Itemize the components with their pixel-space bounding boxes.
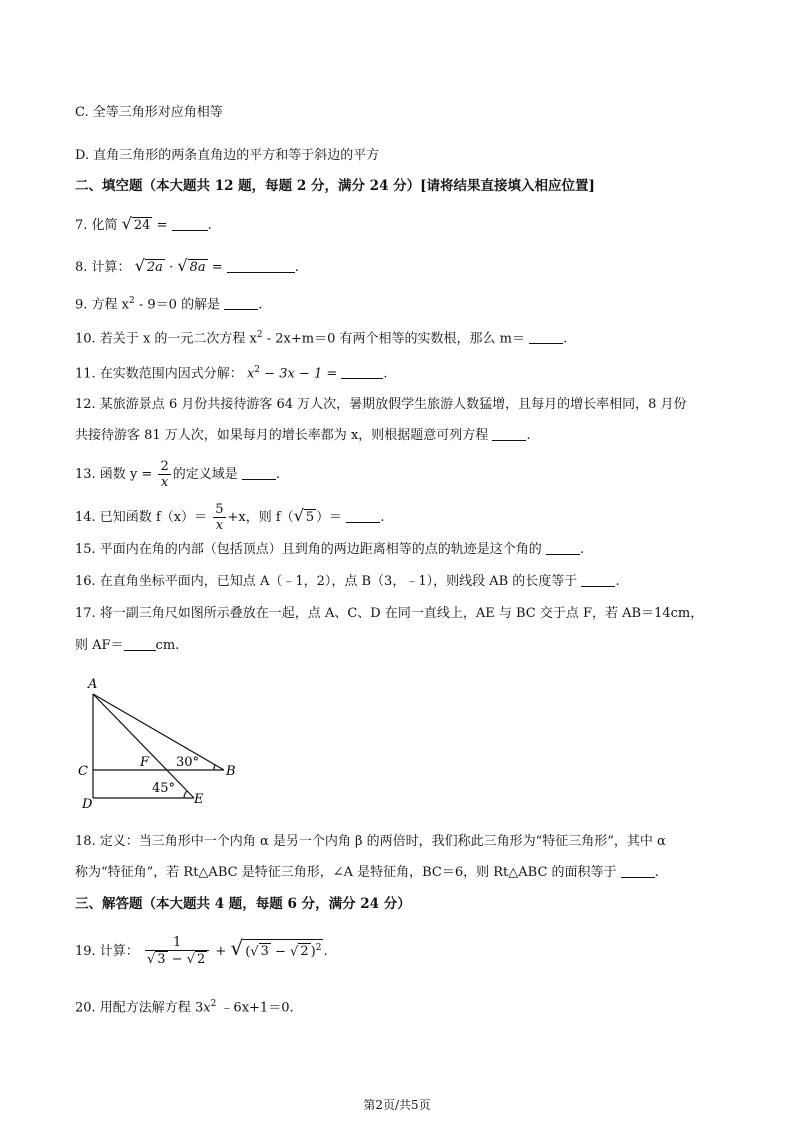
q19-inner-radicand-b: 2 <box>300 944 309 959</box>
q11-x: x <box>246 366 255 382</box>
q10-tail: . <box>563 331 568 347</box>
q8-answer-blank[interactable] <box>227 258 295 273</box>
q8-text: 8. 计算： <box>75 260 131 275</box>
q12-tail: . <box>526 428 531 443</box>
q14-mid: +x，则 f（ <box>227 510 294 525</box>
angle-45-arc <box>184 791 187 798</box>
section-2-title: 二、填空题（本大题共 12 题，每题 2 分，满分 24 分）[请将结果直接填入相应位置] <box>75 178 595 194</box>
q19-numerator: 1 <box>145 935 209 951</box>
q8-tail: . <box>294 260 299 275</box>
sqrt-symbol: √ <box>230 936 244 960</box>
angle-30-arc <box>214 765 215 770</box>
q12-answer-blank[interactable] <box>492 426 526 441</box>
q13-post: 的定义域是 <box>172 467 238 482</box>
section-3-title: 三、解答题（本大题共 4 题，每题 6 分，满分 24 分） <box>75 896 411 912</box>
q9-post: - 9＝0 的解是 <box>134 297 221 313</box>
q13-numerator: 2 <box>160 459 169 474</box>
q10-exponent: 2 <box>256 330 263 340</box>
question-18-line-1: 18. 定义：当三角形中一个内角 α 是另一个内角 β 的两倍时，我们称此三角形为“特征三角形”，其中 α <box>75 834 666 849</box>
question-12-line-1: 12. 某旅游景点 6 月份共接待游客 64 万人次，暑期放假学生旅游人数猛增，且每月的增长率相同，8 月份 <box>75 397 687 412</box>
question-18-line-2 <box>75 863 734 883</box>
q13-denominator: x <box>160 475 169 490</box>
q8-radicand-2: 8a <box>189 260 206 275</box>
option-c: C. 全等三角形对应角相等 <box>75 105 223 120</box>
q18-answer-blank[interactable] <box>621 863 655 878</box>
q14-pre: 14. 已知函数 f（x）＝ <box>75 510 208 525</box>
label-e: E <box>194 792 204 807</box>
q19-exponent: 2 <box>315 942 322 953</box>
q16-answer-blank[interactable] <box>581 572 615 587</box>
q20-exponent: 2 <box>210 999 217 1009</box>
q8-radicand-1: 2a <box>146 260 163 275</box>
question-17-line-2 <box>75 636 734 656</box>
sqrt-symbol: √ <box>177 256 188 275</box>
q14-tail: . <box>380 510 385 525</box>
question-20 <box>75 994 734 1018</box>
q20-pre: 20. 用配方法解方程 3 <box>75 1000 204 1016</box>
q9-exponent: 2 <box>129 296 135 306</box>
q11-exponent: 2 <box>254 365 261 375</box>
label-d: D <box>82 797 93 812</box>
q18-line2-text: 称为“特征角”，若 Rt△ABC 是特征三角形，∠A 是特征角，BC＝6，则 Rt△ABC 的面积等于 <box>75 865 617 880</box>
q9-pre: 9. 方程 x <box>75 297 129 313</box>
q7-answer-blank[interactable] <box>172 216 208 231</box>
q7-equals: = <box>156 218 168 233</box>
question-14 <box>75 498 734 536</box>
q13-pre: 13. 函数 y = <box>75 467 153 482</box>
q11-answer-blank[interactable] <box>341 364 383 379</box>
question-16 <box>75 572 734 592</box>
q9-tail: . <box>258 297 263 313</box>
q19-inner-radicand-a: 3 <box>260 944 269 959</box>
question-12-line-2 <box>75 426 734 446</box>
q17-answer-blank[interactable] <box>124 636 156 651</box>
q7-text: 7. 化简 <box>75 218 118 233</box>
q14-post: ）＝ <box>316 510 343 525</box>
question-8 <box>75 256 734 278</box>
q19-tail: . <box>323 944 328 959</box>
q18-tail: . <box>654 865 659 880</box>
q15-answer-blank[interactable] <box>546 540 580 555</box>
q15-tail: . <box>579 542 585 557</box>
q13-answer-blank[interactable] <box>242 465 276 480</box>
q14-numerator: 5 <box>215 502 224 517</box>
label-f: F <box>140 755 150 770</box>
q19-den-radicand-a: 3 <box>157 952 166 967</box>
question-13 <box>75 457 734 493</box>
q13-tail: . <box>275 467 281 482</box>
q19-denominator: √ 3 − √ 2 <box>146 952 206 967</box>
q12-line2-text: 共接待游客 81 万人次，如果每月的增长率都为 x，则根据题意可列方程 <box>75 428 489 443</box>
question-11 <box>75 360 734 384</box>
sqrt-symbol: √ <box>134 256 145 275</box>
q11-tail: . <box>383 366 388 382</box>
q14-denominator: x <box>215 518 224 533</box>
question-10 <box>75 325 734 349</box>
q11-expr: − 3x − 1 = <box>260 366 338 382</box>
q10-pre: 10. 若关于 x 的一元二次方程 x <box>75 331 257 347</box>
q19-outer-radicand: (√ 3 − √ 2 )$^2$ <box>243 939 323 960</box>
q7-tail: . <box>207 218 212 233</box>
q16-text: 16. 在直角坐标平面内，已知点 A（﹣1，2），点 B（3，﹣1），则线段 AB 的长度等于 <box>75 574 578 589</box>
q16-tail: . <box>615 574 620 589</box>
q13-fraction <box>158 459 170 490</box>
q17-line2-pre: 则 AF＝ <box>75 638 124 653</box>
label-b: B <box>226 764 236 779</box>
q14-radicand: 5 <box>305 510 315 525</box>
label-a: A <box>88 677 98 692</box>
q19-plus: + <box>215 944 227 959</box>
question-7 <box>75 214 734 236</box>
q11-pre: 11. 在实数范围内因式分解： <box>75 366 243 382</box>
q10-post: - 2x+m＝0 有两个相等的实数根，那么 m＝ <box>262 331 525 347</box>
question-19 <box>75 928 734 972</box>
label-c: C <box>78 764 88 779</box>
q19-den-radicand-b: 2 <box>197 952 206 967</box>
q19-fraction <box>145 935 209 968</box>
q8-dot: · <box>169 260 174 275</box>
question-17-line-1: 17. 将一副三角尺如图所示叠放在一起，点 A、C、D 在同一直线上，AE 与 BC 交于点 F，若 AB＝14cm， <box>75 606 704 621</box>
label-angle-45: 45° <box>152 781 176 796</box>
sqrt-symbol: √ <box>121 214 132 233</box>
q14-answer-blank[interactable] <box>346 508 380 523</box>
sqrt-symbol: √ <box>293 506 304 525</box>
line-a-e <box>93 694 194 798</box>
q9-answer-blank[interactable] <box>224 295 258 310</box>
triangle-ruler-figure <box>78 672 258 812</box>
question-9 <box>75 291 734 315</box>
q17-line2-post: cm. <box>155 638 180 653</box>
q14-fraction <box>213 502 225 533</box>
label-angle-30: 30° <box>176 755 200 770</box>
q20-x: x <box>203 1000 211 1016</box>
line-a-b <box>93 694 224 770</box>
q20-post: ﹣6x+1＝0. <box>216 1000 294 1016</box>
question-15 <box>75 540 734 560</box>
q19-pre: 19. 计算： <box>75 944 139 959</box>
q8-equals: = <box>211 260 223 275</box>
q15-text: 15. 平面内在角的内部（包括顶点）且到角的两边距离相等的点的轨迹是这个角的 <box>75 542 542 557</box>
figure-svg <box>78 672 258 812</box>
q10-answer-blank[interactable] <box>529 329 563 344</box>
q7-radicand: 24 <box>133 218 151 233</box>
option-d: D. 直角三角形的两条直角边的平方和等于斜边的平方 <box>75 148 380 163</box>
page-footer: 第2页/共5页 <box>363 1098 431 1112</box>
